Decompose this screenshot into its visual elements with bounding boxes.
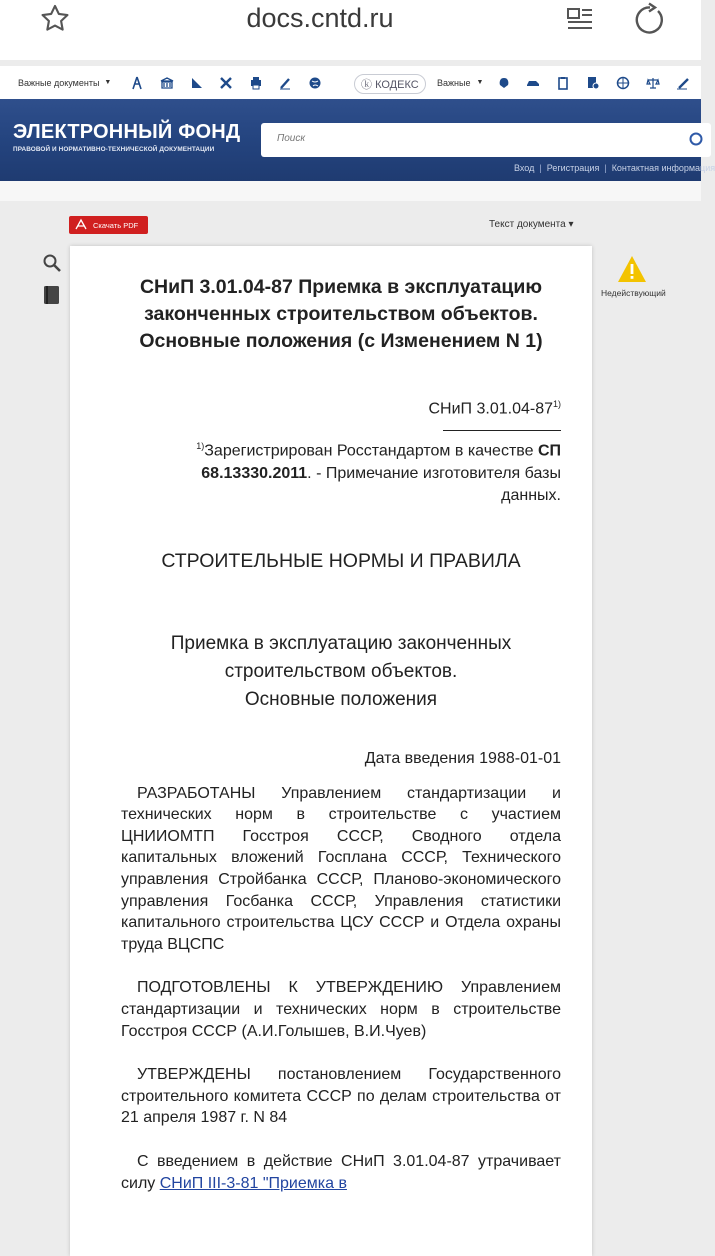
footnote-divider bbox=[443, 430, 561, 431]
search-box[interactable] bbox=[261, 123, 711, 157]
site-toolbar bbox=[0, 66, 701, 100]
prepared-paragraph: ПОДГОТОВЛЕНЫ К УТВЕРЖДЕНИЮ Управлением стандартизации и технических норм в строительстве Госстроя СССР (А.И.Голышев, В.И.Чуев) bbox=[121, 979, 561, 1040]
header-links: Вход | Регистрация | Контактная информация bbox=[514, 163, 715, 173]
document-icon[interactable] bbox=[586, 76, 600, 90]
introduction-date: Дата введения 1988-01-01 bbox=[364, 749, 561, 767]
tools-icon[interactable] bbox=[219, 76, 233, 90]
login-link[interactable]: Вход bbox=[514, 163, 535, 173]
approved-paragraph: УТВЕРЖДЕНЫ постановлением Государственного строительного комитета СССР по делам строительства от 21 апреля 1987 г. N 84 bbox=[121, 1066, 561, 1127]
norms-heading: СТРОИТЕЛЬНЫЕ НОРМЫ И ПРАВИЛА bbox=[161, 549, 521, 572]
document-text-dropdown[interactable]: Текст документа ▾ bbox=[489, 219, 574, 230]
book-icon[interactable] bbox=[43, 285, 61, 310]
warning-icon bbox=[617, 254, 647, 289]
pencil-icon[interactable] bbox=[676, 76, 690, 90]
search-input[interactable] bbox=[275, 132, 659, 145]
document-body bbox=[121, 274, 561, 1194]
address-bar[interactable]: docs.cntd.ru bbox=[246, 3, 394, 33]
document-code: СНиП 3.01.04-87$^{1)}$ bbox=[428, 399, 561, 418]
important-dropdown[interactable]: Важные ▼ bbox=[437, 77, 484, 88]
compass-icon[interactable] bbox=[130, 76, 144, 90]
clipboard-icon[interactable] bbox=[556, 76, 570, 90]
site-subtitle: ПРАВОВОЙ И НОРМАТИВНО-ТЕХНИЧЕСКОЙ ДОКУМЕНТАЦИИ bbox=[13, 146, 215, 153]
reload-icon[interactable] bbox=[632, 2, 668, 43]
search-icon[interactable] bbox=[687, 131, 705, 154]
status-label: Недействующий bbox=[601, 288, 666, 298]
pdf-icon bbox=[75, 218, 87, 232]
footnote: $^{1)}$Зарегистрирован Росстандартом в качестве СП 68.13330.2011. - Примечание изготовителя базы данных. bbox=[196, 441, 561, 504]
replaces-paragraph: С введением в действие СНиП 3.01.04-87 утрачивает силу СНиП III-3-81 "Приемка в bbox=[121, 1152, 561, 1192]
world-icon[interactable] bbox=[616, 76, 630, 90]
contact-link[interactable]: Контактная информация bbox=[611, 163, 715, 173]
ruler-triangle-icon[interactable] bbox=[190, 76, 204, 90]
register-link[interactable]: Регистрация bbox=[546, 163, 600, 173]
search-icon[interactable] bbox=[42, 253, 62, 278]
site-title[interactable]: ЭЛЕКТРОННЫЙ ФОНД bbox=[13, 121, 241, 143]
document-card bbox=[70, 246, 592, 1256]
important-docs-dropdown[interactable]: Важные документы ▼ bbox=[18, 77, 112, 88]
building-icon[interactable] bbox=[160, 76, 174, 90]
download-pdf-button[interactable]: Скачать PDF bbox=[69, 216, 148, 234]
reader-mode-icon[interactable] bbox=[566, 6, 594, 39]
subject-heading: Приемка в эксплуатацию законченных строительством объектов. Основные положения bbox=[170, 632, 512, 710]
snip-link[interactable]: СНиП III-3-81 "Приемка в bbox=[159, 1174, 347, 1192]
chevron-down-icon: ▼ bbox=[104, 79, 112, 86]
document-title: СНиП 3.01.04-87 Приемка в эксплуатацию законченных строительством объектов. Основные положения (с Изменением N 1) bbox=[139, 276, 543, 352]
pen-icon[interactable] bbox=[278, 76, 292, 90]
kodeks-icon: ⓚ bbox=[361, 79, 372, 91]
kodeks-logo[interactable]: ⓚ КОДЕКС bbox=[354, 74, 426, 94]
scales-icon[interactable] bbox=[646, 76, 660, 90]
browser-bar bbox=[0, 0, 701, 60]
globe-icon[interactable] bbox=[308, 76, 322, 90]
emblem-icon[interactable] bbox=[497, 76, 511, 90]
car-icon[interactable] bbox=[526, 76, 540, 90]
printer-icon[interactable] bbox=[249, 76, 263, 90]
chevron-down-icon: ▼ bbox=[476, 79, 484, 86]
developed-paragraph: РАЗРАБОТАНЫ Управлением стандартизации и технических норм в строительстве с участием ЦНИИОМТП Госстроя СССР, Сводного отдела капитальных вложений Госплана СССР, Технического управления Стройбанка СССР, Планово-экономического управления Госбанка СССР, Управления статистики капитального строительства ЦСУ СССР и Отдела охраны труда ВЦСПС bbox=[121, 784, 561, 953]
header-shadow-strip bbox=[0, 181, 701, 201]
